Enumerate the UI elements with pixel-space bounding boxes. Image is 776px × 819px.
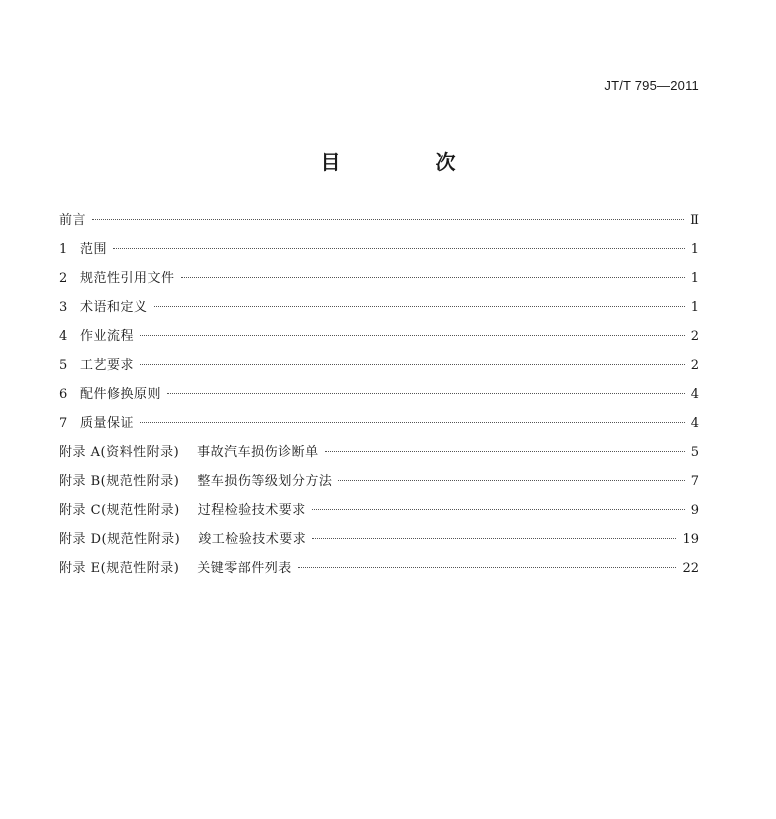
toc-entry-page: 7 <box>690 474 699 489</box>
toc-entry-page: 1 <box>690 300 699 315</box>
table-of-contents <box>59 209 699 586</box>
dot-leader <box>312 538 676 539</box>
toc-entry-label: 附录 C(规范性附录) <box>59 503 180 518</box>
dot-leader <box>140 364 685 365</box>
toc-entry-label: 工艺要求 <box>80 358 135 373</box>
toc-entry-label: 附录 A(资料性附录) <box>59 445 180 460</box>
toc-entry-6[interactable] <box>59 383 699 412</box>
toc-entry-label: 附录 D(规范性附录) <box>59 532 181 547</box>
toc-entry-4[interactable] <box>59 325 699 354</box>
toc-entry-number: 1 <box>59 242 68 257</box>
toc-entry-label: 质量保证 <box>80 416 135 431</box>
toc-entry-label: 配件修换原则 <box>80 387 162 402</box>
toc-entry-number: 4 <box>59 329 68 344</box>
toc-entry-appendix-b[interactable] <box>59 470 699 499</box>
toc-entry-appendix-d[interactable] <box>59 528 699 557</box>
dot-leader <box>140 422 685 423</box>
page-title: 目 次 <box>320 150 500 174</box>
toc-entry-label: 范围 <box>80 242 108 257</box>
toc-entry-2[interactable] <box>59 267 699 296</box>
toc-entry-page: Ⅱ <box>690 213 699 228</box>
toc-entry-subtitle: 整车损伤等级划分方法 <box>197 474 333 489</box>
toc-entry-page: 5 <box>690 445 699 460</box>
dot-leader <box>167 393 685 394</box>
dot-leader <box>140 335 685 336</box>
toc-entry-label: 规范性引用文件 <box>80 271 175 286</box>
toc-entry-label: 前言 <box>59 213 87 228</box>
toc-entry-number: 3 <box>59 300 68 315</box>
toc-entry-label: 附录 E(规范性附录) <box>59 561 180 576</box>
toc-entry-subtitle: 过程检验技术要求 <box>197 503 306 518</box>
dot-leader <box>325 451 685 452</box>
dot-leader <box>92 219 684 220</box>
toc-entry-page: 4 <box>690 387 699 402</box>
toc-entry-subtitle: 事故汽车损伤诊断单 <box>197 445 319 460</box>
dot-leader <box>181 277 685 278</box>
toc-entry-foreword[interactable] <box>59 209 699 238</box>
dot-leader <box>338 480 684 481</box>
toc-entry-subtitle: 竣工检验技术要求 <box>198 532 307 547</box>
toc-entry-label: 附录 B(规范性附录) <box>59 474 180 489</box>
toc-entry-page: 1 <box>690 242 699 257</box>
toc-entry-page: 22 <box>682 561 699 576</box>
toc-entry-appendix-e[interactable] <box>59 557 699 586</box>
toc-entry-number: 7 <box>59 416 68 431</box>
dot-leader <box>312 509 685 510</box>
toc-entry-number: 2 <box>59 271 68 286</box>
document-code: JT/T 795—2011 <box>604 78 699 93</box>
toc-entry-1[interactable] <box>59 238 699 267</box>
toc-entry-page: 9 <box>690 503 699 518</box>
toc-entry-label: 作业流程 <box>80 329 135 344</box>
toc-entry-page: 2 <box>690 329 699 344</box>
toc-entry-appendix-c[interactable] <box>59 499 699 528</box>
toc-entry-label: 术语和定义 <box>80 300 148 315</box>
toc-entry-5[interactable] <box>59 354 699 383</box>
toc-entry-7[interactable] <box>59 412 699 441</box>
toc-entry-page: 19 <box>682 532 699 547</box>
toc-entry-number: 6 <box>59 387 68 402</box>
toc-entry-page: 1 <box>690 271 699 286</box>
toc-entry-subtitle: 关键零部件列表 <box>197 561 292 576</box>
toc-entry-number: 5 <box>59 358 68 373</box>
dot-leader <box>154 306 685 307</box>
toc-entry-page: 2 <box>690 358 699 373</box>
toc-entry-3[interactable] <box>59 296 699 325</box>
toc-entry-page: 4 <box>690 416 699 431</box>
dot-leader <box>298 567 677 568</box>
dot-leader <box>113 248 685 249</box>
toc-entry-appendix-a[interactable] <box>59 441 699 470</box>
